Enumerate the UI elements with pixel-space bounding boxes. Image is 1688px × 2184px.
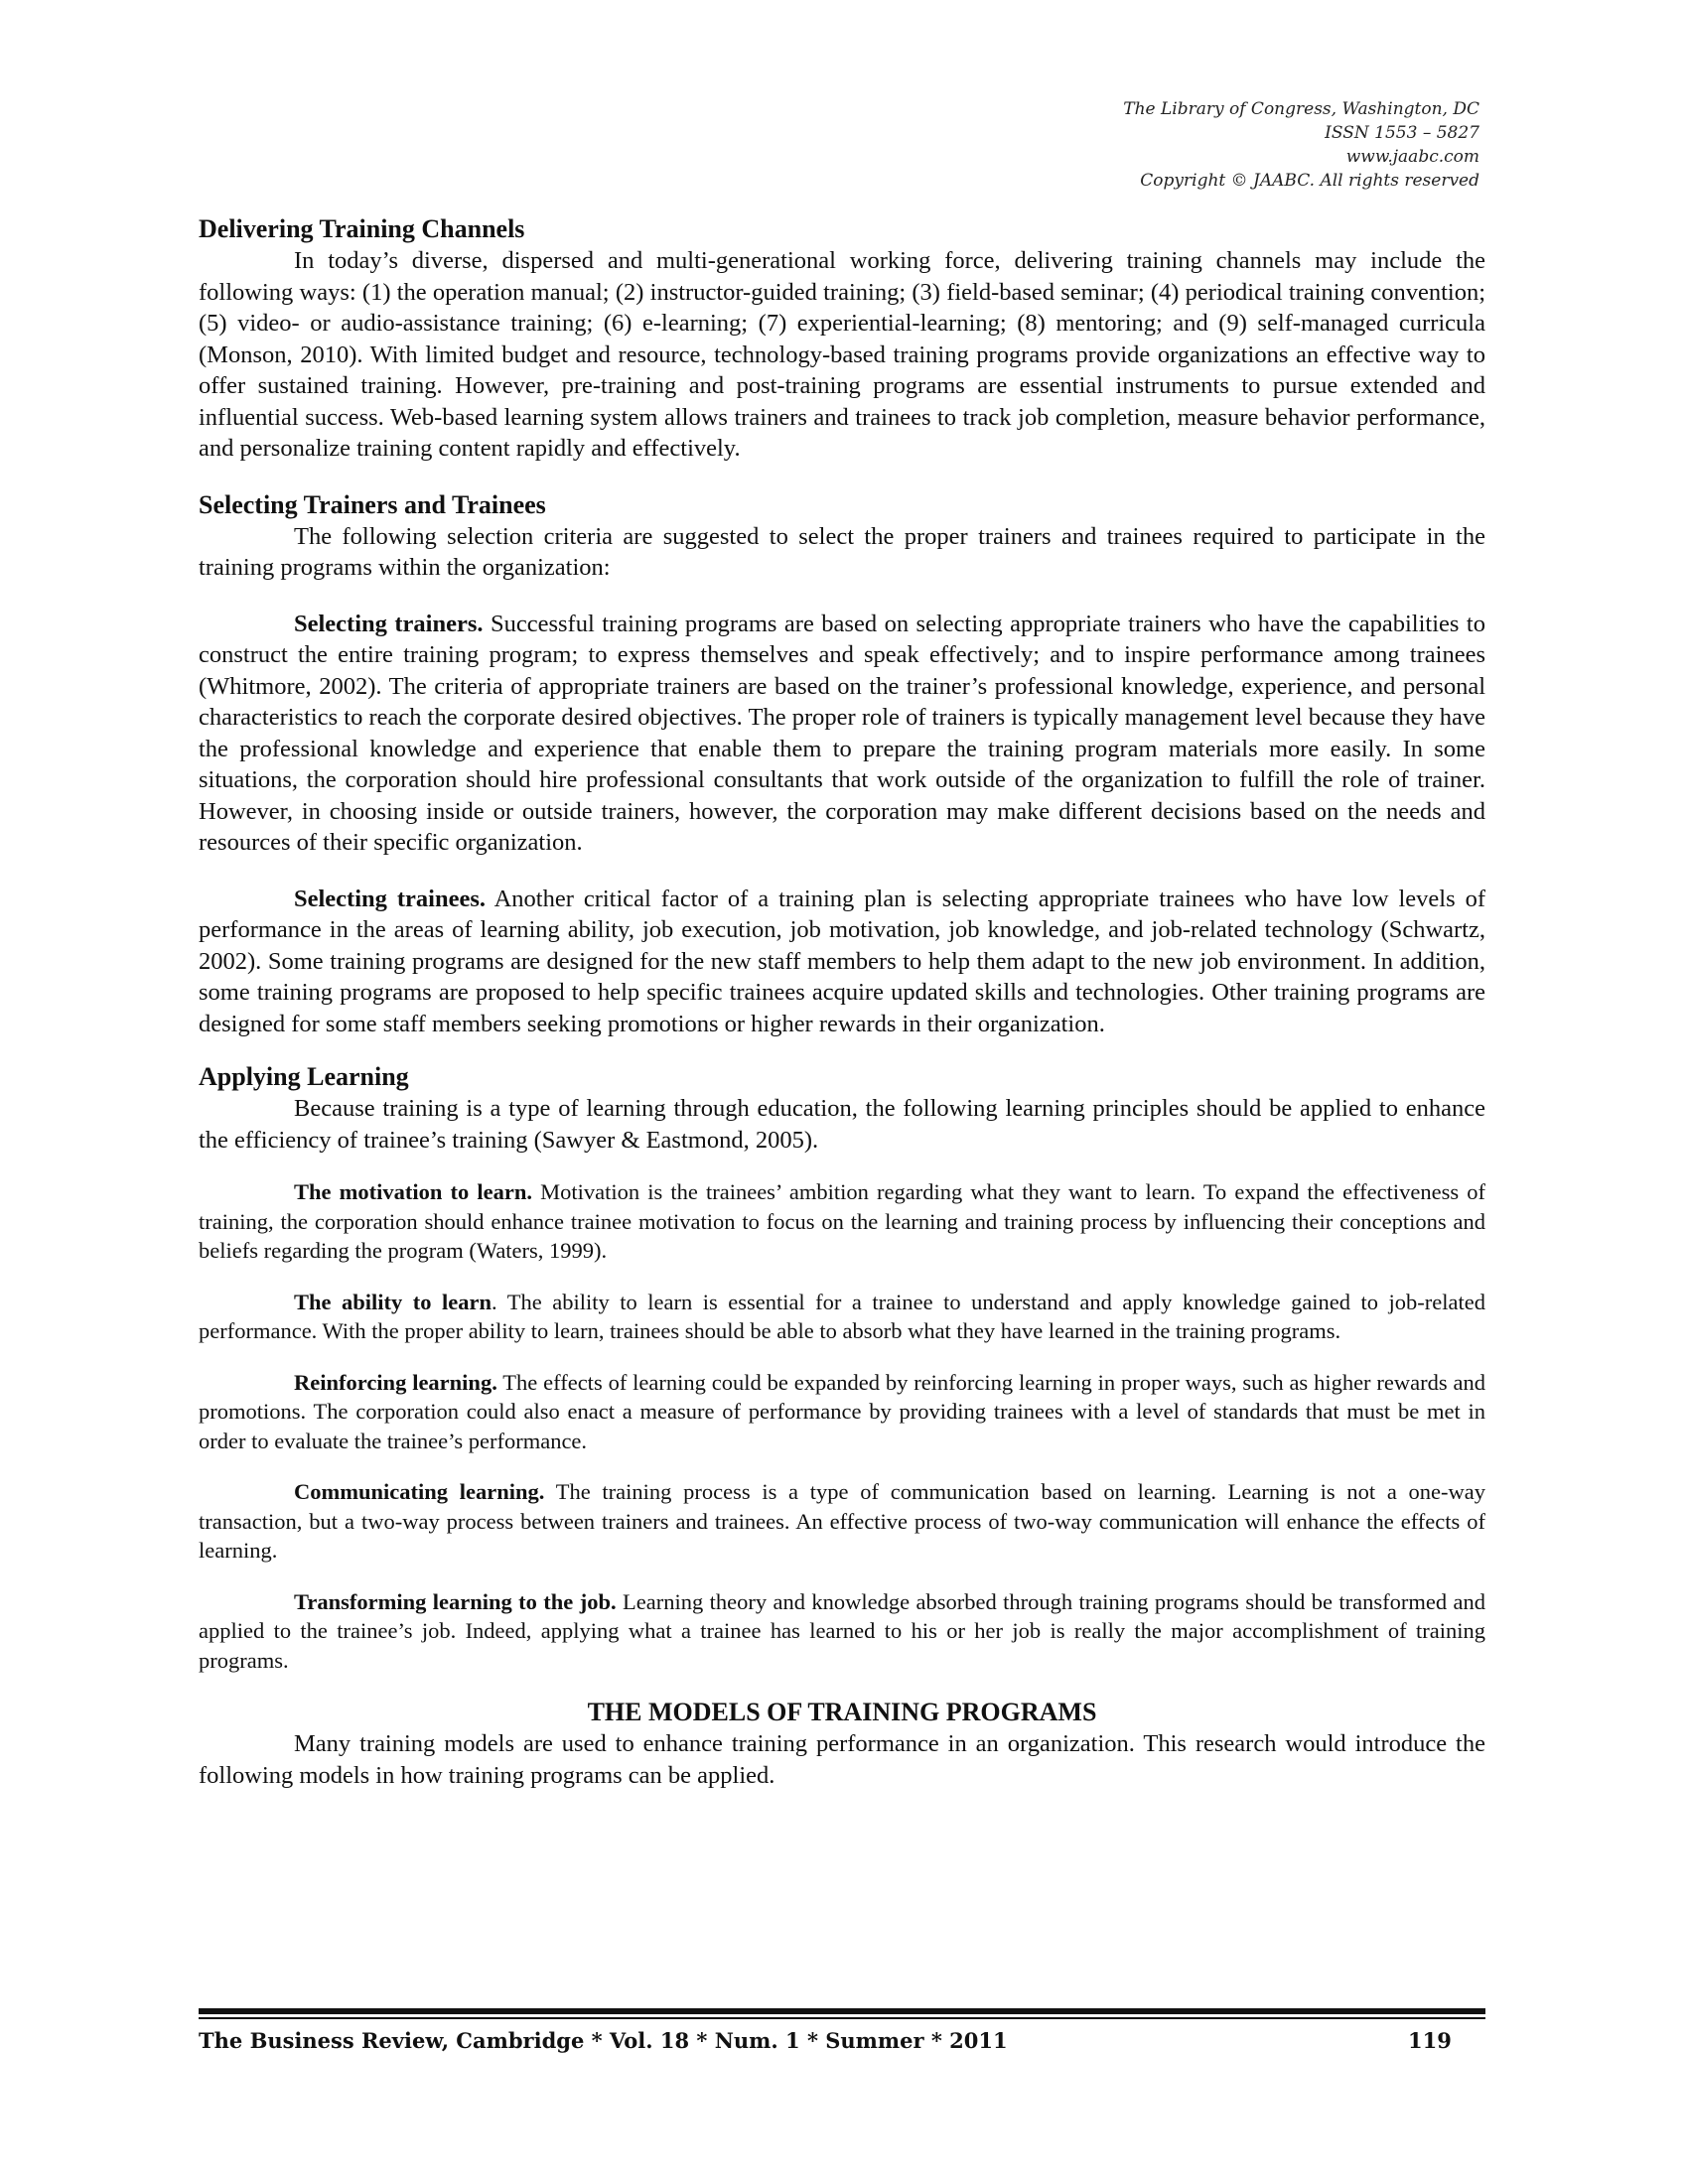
text-transforming: Learning theory and knowledge absorbed through training programs should be transformed and applied to the trainee’s job. Indeed, applying what a trainee has learned to his or her job is really the major accomplishment of training programs. [199, 1588, 1485, 1673]
paragraph-communicating [199, 1477, 1485, 1566]
header-copyright-line: Copyright © JAABC. All rights reserved [1140, 171, 1479, 191]
run-in-heading-motivation: The motivation to learn. [294, 1179, 532, 1204]
paragraph-models: Many training models are used to enhance training performance in an organization. This research would introduce the following models in how training programs can be applied. [199, 1730, 1485, 1789]
run-in-heading-transforming: Transforming learning to the job. [294, 1588, 617, 1614]
footer-journal-info: The Business Review, Cambridge * Vol. 18 * Num. 1 * Summer * 2011 [199, 2028, 1008, 2053]
paragraph-applying-intro: Because training is a type of learning through education, the following learning principles should be applied to enhance the efficiency of trainee’s training (Sawyer & Eastmond, 2005). [199, 1095, 1485, 1154]
paragraph-delivering: In today’s diverse, dispersed and multi-generational working force, delivering training channels may include the following ways: (1) the operation manual; (2) instructor-guided training; (3) field-based seminar; (4) periodical training convention; (5) video- or audio-assistance training; (6) e-learning; (7) experiential-learning; (8) mentoring; and (9) self-managed curricula (Monson, 2010). With limited budget and resource, technology-based training programs provide organizations an effective way to offer sustained training. However, pre-training and post-training programs are essential instruments to pursue extended and influential success. Web-based learning system allows trainers and trainees to track job completion, measure behavior performance, and personalize training content rapidly and effectively. [199, 247, 1485, 462]
paragraph-selecting-intro: The following selection criteria are suggested to select the proper trainers and trainees required to participate in the training programs within the organization: [199, 522, 1485, 581]
text-trainees: Another critical factor of a training plan is selecting appropriate trainees who have low levels of performance in the areas of learning ability, job execution, job motivation, job knowledge, and job-related technology (Schwartz, 2002). Some training programs are designed for the new staff members to help them adapt to the new job environment. In addition, some training programs are proposed to help specific trainees acquire updated skills and technologies. Other training programs are designed for some staff members seeking promotions or higher rewards in their organization. [199, 885, 1485, 1037]
text-reinforcing: The effects of learning could be expanded by reinforcing learning in proper ways, such as higher rewards and promotions. The corporation could also enact a measure of performance by providing trainees with a level of standards that must be met in order to evaluate the trainee’s performance. [199, 1369, 1485, 1453]
publication-header [784, 97, 1479, 193]
run-in-heading-trainers: Selecting trainers. [294, 610, 484, 637]
paragraph-selecting-trainees [199, 884, 1485, 1040]
text-motivation: Motivation is the trainees’ ambition regarding what they want to learn. To expand the effectiveness of training, the corporation should enhance trainee motivation to focus on the learning and training process by influencing their conceptions and beliefs regarding the program (Waters, 1999). [199, 1179, 1485, 1263]
run-in-heading-ability: The ability to learn [294, 1289, 492, 1314]
header-issn-line: ISSN 1553 – 5827 [1325, 123, 1479, 143]
text-ability: . The ability to learn is essential for a trainee to understand and apply knowledge gained to job-related performance. With the proper ability to learn, trainees should be able to absorb what they have learned in the training programs. [199, 1289, 1485, 1343]
paragraph-transforming [199, 1587, 1485, 1676]
run-in-heading-reinforcing: Reinforcing learning. [294, 1369, 497, 1395]
run-in-heading-communicating: Communicating learning. [294, 1479, 545, 1504]
text-communicating: The training process is a type of communication based on learning. Learning is not a one-way transaction, but a two-way process between trainers and trainees. An effective process of two-way communication will enhance the effects of learning. [199, 1479, 1486, 1563]
section-heading-selecting: Selecting Trainers and Trainees [199, 489, 546, 519]
paragraph-selecting-trainers [199, 609, 1485, 859]
paragraph-ability [199, 1288, 1485, 1346]
paragraph-motivation [199, 1177, 1485, 1266]
footer-page-number: 119 [1408, 2028, 1452, 2053]
section-heading-models: THE MODELS OF TRAINING PROGRAMS [587, 1698, 1097, 1726]
section-heading-delivering: Delivering Training Channels [199, 214, 525, 243]
article-body [199, 213, 1485, 1791]
section-heading-applying: Applying Learning [199, 1062, 409, 1091]
header-library-line: The Library of Congress, Washington, DC [1123, 99, 1479, 119]
footer-rule-thick [199, 2008, 1485, 2014]
text-trainers: Successful training programs are based on selecting appropriate trainers who have the capabilities to construct the entire training program; to express themselves and speak effectively; and to inspire performance among trainees (Whitmore, 2002). The criteria of appropriate trainers are based on the trainer’s professional knowledge, experience, and personal characteristics to reach the corporate desired objectives. The proper role of trainers is typically management level because they have the professional knowledge and experience that enable them to prepare the training program materials more easily. In some situations, the corporation should hire professional consultants that work outside of the organization to fulfill the role of trainer. However, in choosing inside or outside trainers, however, the corporation may make different decisions based on the needs and resources of their specific organization. [199, 610, 1485, 856]
run-in-heading-trainees: Selecting trainees. [294, 885, 486, 912]
header-website-line: www.jaabc.com [1345, 147, 1479, 167]
paragraph-reinforcing [199, 1368, 1485, 1456]
footer-rule-thin [199, 2017, 1485, 2019]
